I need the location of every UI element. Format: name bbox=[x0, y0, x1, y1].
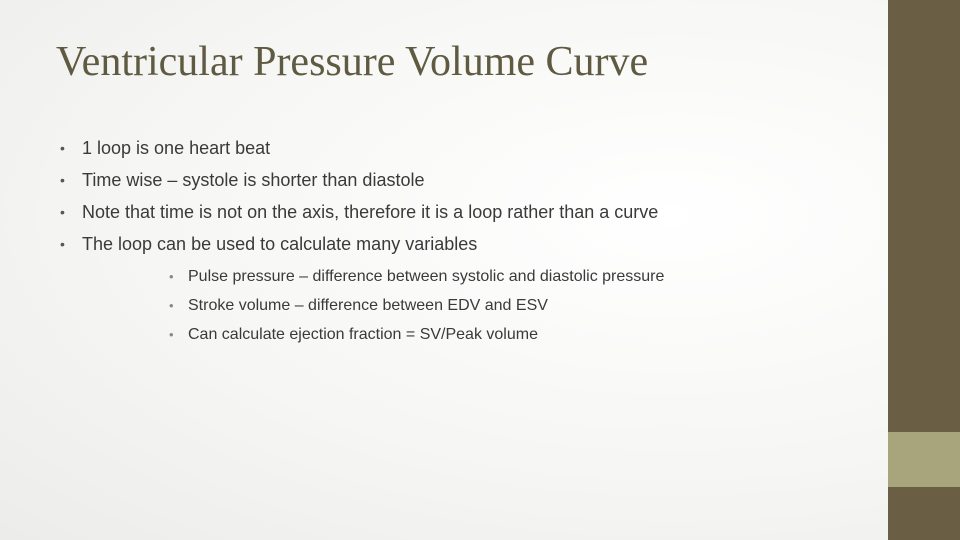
bullet-text: Note that time is not on the axis, therefore it is a loop rather than a curve bbox=[82, 202, 659, 222]
sub-bullet-item bbox=[82, 291, 880, 320]
bullet-item bbox=[0, 164, 880, 196]
side-accent-block bbox=[888, 432, 960, 487]
bullet-item bbox=[0, 132, 880, 164]
sub-bullet-dot: • bbox=[169, 327, 174, 342]
bullet-text: The loop can be used to calculate many variables bbox=[82, 234, 478, 254]
bullet-list bbox=[0, 132, 880, 349]
bullet-item bbox=[0, 196, 880, 228]
slide-title: Ventricular Pressure Volume Curve bbox=[56, 39, 649, 85]
sub-bullet-text: Can calculate ejection fraction = SV/Peak volume bbox=[188, 326, 538, 343]
sub-bullet-dot: • bbox=[169, 269, 174, 284]
bullet-dot: • bbox=[60, 204, 65, 220]
bullet-dot: • bbox=[60, 140, 65, 156]
bullet-dot: • bbox=[60, 236, 65, 252]
sub-bullet-text: Pulse pressure – difference between systolic and diastolic pressure bbox=[188, 268, 665, 285]
bullet-item bbox=[0, 228, 880, 349]
sub-bullet-dot: • bbox=[169, 298, 174, 313]
bullet-dot: • bbox=[60, 172, 65, 188]
sub-bullet-text: Stroke volume – difference between EDV and ESV bbox=[188, 297, 548, 314]
sub-bullet-item bbox=[82, 262, 880, 291]
sub-bullet-item bbox=[82, 320, 880, 349]
bullet-text: Time wise – systole is shorter than diastole bbox=[82, 170, 425, 190]
sub-bullet-list bbox=[82, 262, 880, 349]
bullet-text: 1 loop is one heart beat bbox=[82, 138, 271, 158]
